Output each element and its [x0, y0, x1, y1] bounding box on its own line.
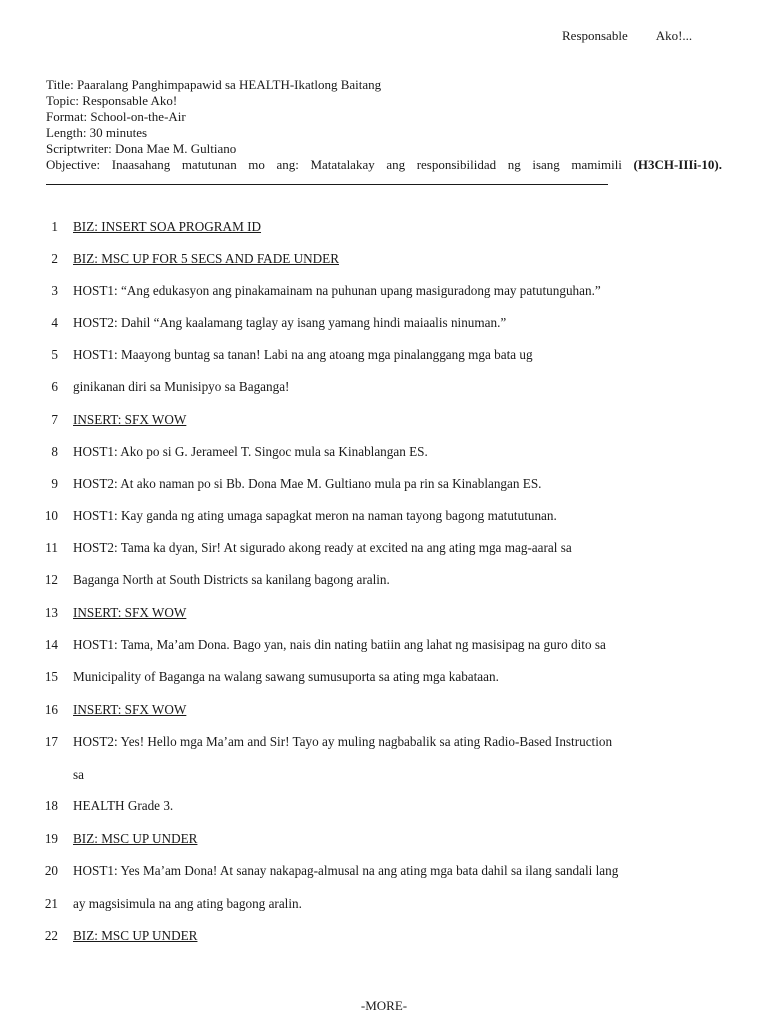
script-line	[40, 572, 730, 592]
script-line	[40, 831, 730, 851]
objective-period: .	[718, 157, 722, 172]
dialogue-text: Municipality of Baganga na walang sawang sumusuporta sa ating mga kabataan.	[73, 669, 499, 684]
dialogue-text: HEALTH Grade 3.	[73, 798, 174, 813]
script-line	[40, 767, 730, 787]
script-line	[40, 896, 730, 916]
line-number: 18	[44, 798, 58, 813]
line-number: 20	[44, 863, 58, 878]
cue-text: INSERT: SFX WOW	[73, 412, 187, 427]
line-number: 4	[51, 315, 58, 330]
cue-text: BIZ: INSERT SOA PROGRAM ID	[73, 219, 262, 234]
line-number: 12	[44, 572, 58, 587]
meta-topic: Topic: Responsable Ako!	[46, 93, 178, 108]
line-number: 9	[51, 476, 58, 491]
script-line	[40, 412, 730, 432]
script-line	[40, 315, 730, 335]
line-number: 16	[44, 702, 58, 717]
script-line	[40, 734, 730, 754]
line-number: 19	[44, 831, 58, 846]
dialogue-text: ginikanan diri sa Munisipyo sa Baganga!	[73, 379, 290, 394]
line-number: 13	[44, 605, 58, 620]
line-number: 11	[45, 540, 58, 555]
objective-text: Objective: Inaasahang matutunan mo ang: Matatalakay ang responsibilidad ng isang mamimili	[46, 157, 622, 172]
dialogue-text: HOST2: Tama ka dyan, Sir! At sigurado akong ready at excited na ang ating mga mag-aaral sa	[73, 540, 572, 555]
dialogue-text: HOST1: Yes Ma’am Dona! At sanay nakapag-almusal na ang ating mga bata dahil sa ilang sandali lang	[73, 863, 619, 878]
page-header	[562, 28, 692, 44]
cue-text: BIZ: MSC UP UNDER	[73, 928, 198, 943]
objective-code: (H3CH-IIIi-10)	[633, 157, 719, 172]
script-line	[40, 669, 730, 689]
dialogue-text: ay magsisimula na ang ating bagong aralin.	[73, 896, 302, 911]
meta-length: Length: 30 minutes	[46, 125, 148, 140]
dialogue-text: Baganga North at South Districts sa kanilang bagong aralin.	[73, 572, 390, 587]
line-number: 7	[51, 412, 58, 427]
line-number: 5	[51, 347, 58, 362]
script-line	[40, 863, 730, 883]
dialogue-text: HOST2: Yes! Hello mga Ma’am and Sir! Tayo ay muling nagbabalik sa ating Radio-Based Instruction	[73, 734, 613, 749]
meta-objective	[46, 157, 722, 189]
cue-text: INSERT: SFX WOW	[73, 702, 187, 717]
line-number: 22	[44, 928, 58, 943]
header-left: Responsable	[562, 28, 628, 43]
line-number: 21	[44, 896, 58, 911]
dialogue-text: sa	[73, 767, 84, 782]
dialogue-text: HOST1: Kay ganda ng ating umaga sapagkat meron na naman tayong bagong matututunan.	[73, 508, 557, 523]
script-line	[40, 637, 730, 657]
script-line	[40, 283, 730, 303]
script-line	[40, 444, 730, 464]
objective-underline	[46, 173, 608, 185]
script-line	[40, 347, 730, 367]
line-number: 14	[44, 637, 58, 652]
dialogue-text: HOST2: Dahil “Ang kaalamang taglay ay isang yamang hindi maiaalis ninuman.”	[73, 315, 507, 330]
script-metadata	[46, 77, 722, 189]
line-number: 15	[44, 669, 58, 684]
more-footer: -MORE-	[360, 998, 408, 1013]
line-number: 17	[44, 734, 58, 749]
dialogue-text: HOST1: Ako po si G. Jerameel T. Singoc mula sa Kinablangan ES.	[73, 444, 428, 459]
script-line	[40, 540, 730, 560]
dialogue-text: HOST2: At ako naman po si Bb. Dona Mae M. Gultiano mula pa rin sa Kinablangan ES.	[73, 476, 542, 491]
cue-text: INSERT: SFX WOW	[73, 605, 187, 620]
meta-title: Title: Paaralang Panghimpapawid sa HEALTH-Ikatlong Baitang	[46, 77, 382, 92]
script-line	[40, 798, 730, 818]
line-number: 3	[51, 283, 58, 298]
line-number: 10	[44, 508, 58, 523]
dialogue-text: HOST1: Maayong buntag sa tanan! Labi na ang atoang mga pinalanggang mga bata ug	[73, 347, 533, 362]
header-right: Ako!...	[655, 28, 693, 43]
script-line	[40, 702, 730, 722]
line-number: 8	[51, 444, 58, 459]
meta-format: Format: School-on-the-Air	[46, 109, 186, 124]
dialogue-text: HOST1: Tama, Ma’am Dona. Bago yan, nais din nating batiin ang lahat ng masisipag na guro dito sa	[73, 637, 606, 652]
script-line	[40, 508, 730, 528]
line-number: 2	[51, 251, 58, 266]
script-line	[40, 251, 730, 271]
script-line	[40, 219, 730, 239]
cue-text: BIZ: MSC UP FOR 5 SECS AND FADE UNDER	[73, 251, 339, 266]
script-line	[40, 476, 730, 496]
meta-scriptwriter: Scriptwriter: Dona Mae M. Gultiano	[46, 141, 237, 156]
script-line	[40, 928, 730, 948]
script-line	[40, 605, 730, 625]
cue-text: BIZ: MSC UP UNDER	[73, 831, 198, 846]
dialogue-text: HOST1: “Ang edukasyon ang pinakamainam na puhunan upang masiguradong may patutunguhan.”	[73, 283, 601, 298]
line-number: 1	[51, 219, 58, 234]
script-line	[40, 379, 730, 399]
line-number: 6	[51, 379, 58, 394]
